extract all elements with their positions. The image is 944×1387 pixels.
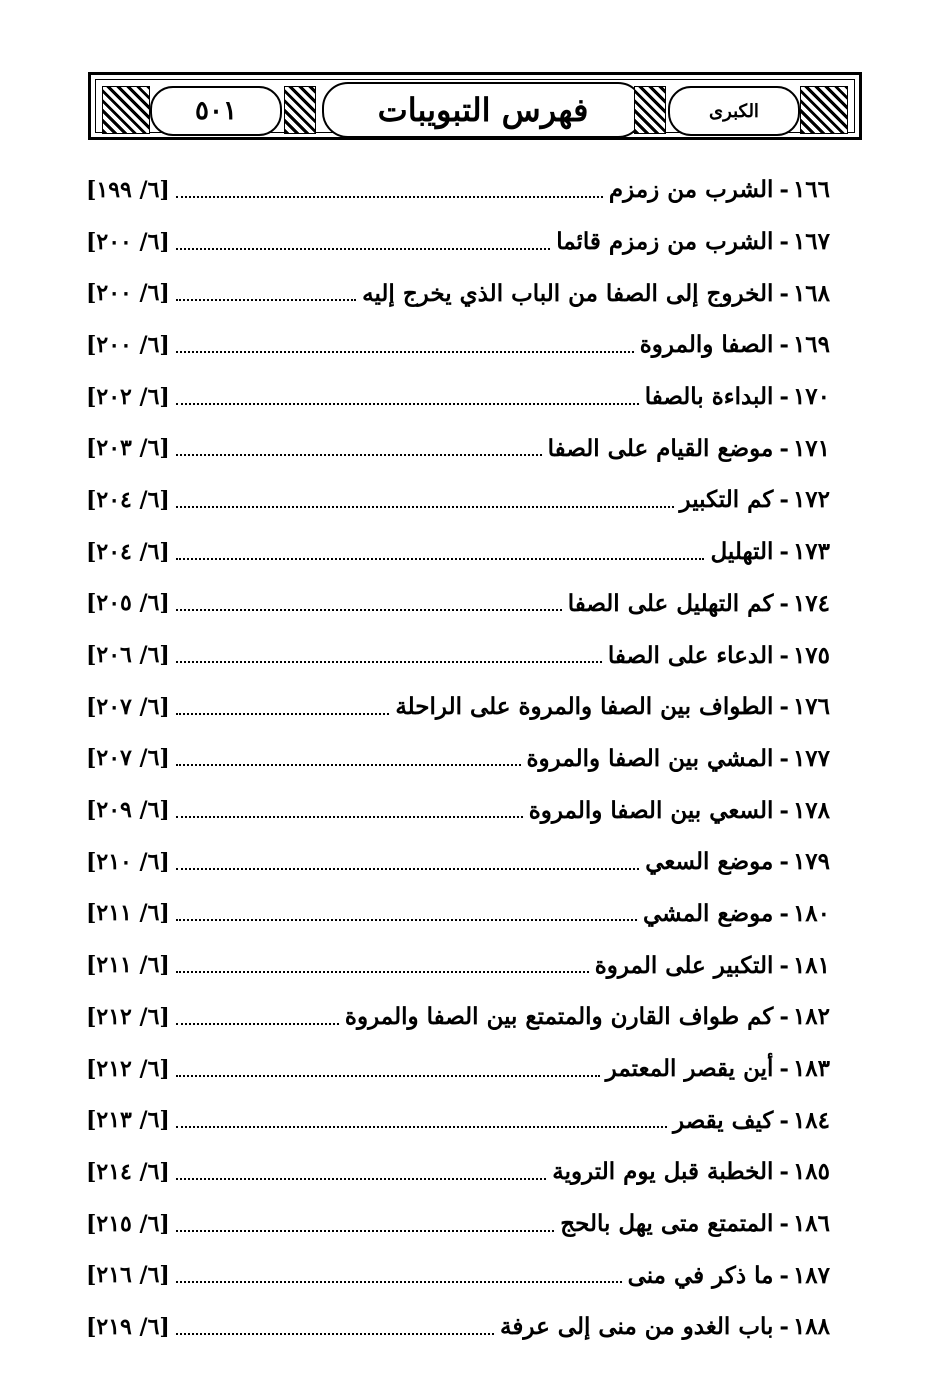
entry-dash: - <box>779 848 789 876</box>
entry-reference: [٦/ ٢٠٠] <box>86 228 170 255</box>
entry-dash: - <box>779 796 789 824</box>
entry-number: ١٨١ <box>792 951 830 979</box>
leader-dots <box>176 750 521 766</box>
entry-number: ١٦٧ <box>792 228 830 256</box>
entry-title: الخروج إلى الصفا من الباب الذي يخرج إليه <box>362 279 774 307</box>
toc-entry <box>86 733 830 785</box>
toc-entry <box>86 578 830 630</box>
leader-dots <box>176 1061 600 1077</box>
entry-reference: [٦/ ٢١٤] <box>86 1158 170 1185</box>
entry-reference: [٦/ ٢٠٩] <box>86 797 170 824</box>
entry-title: كم طواف القارن والمتمتع بين الصفا والمروة <box>344 1003 774 1031</box>
entry-number: ١٨٠ <box>792 899 830 927</box>
toc-entry <box>86 216 830 268</box>
entry-reference: [٦/ ٢١١] <box>86 952 170 979</box>
entry-reference: [٦/ ٢٠٣] <box>86 435 170 462</box>
leader-dots <box>176 234 550 250</box>
entry-dash: - <box>779 538 789 566</box>
entry-dash: - <box>779 1313 789 1341</box>
entry-reference: [٦/ ٢٠٦] <box>86 642 170 669</box>
entry-reference: [٦/ ٢١٥] <box>86 1210 170 1237</box>
toc-entry <box>86 1301 830 1353</box>
entry-title: السعي بين الصفا والمروة <box>528 796 774 824</box>
entry-dash: - <box>779 1003 789 1031</box>
entry-title: الطواف بين الصفا والمروة على الراحلة <box>395 693 774 721</box>
page-number: ٥٠١ <box>150 86 282 136</box>
entry-reference: [٦/ ٢٠٥] <box>86 590 170 617</box>
entry-dash: - <box>779 1158 789 1186</box>
leader-dots <box>176 1216 554 1232</box>
leader-dots <box>176 699 390 715</box>
ornament-right-inner <box>634 86 666 134</box>
toc-entry <box>86 1043 830 1095</box>
entry-number: ١٧٣ <box>792 538 830 566</box>
entry-title: الشرب من زمزم قائما <box>556 228 774 256</box>
entry-dash: - <box>779 744 789 772</box>
entry-number: ١٧٢ <box>792 486 830 514</box>
entry-number: ١٧٦ <box>792 693 830 721</box>
toc-entry <box>86 888 830 940</box>
entry-number: ١٧٥ <box>792 641 830 669</box>
toc-entry <box>86 629 830 681</box>
toc-entry <box>86 939 830 991</box>
toc-entry <box>86 1249 830 1301</box>
toc-entry <box>86 1146 830 1198</box>
entry-title: أين يقصر المعتمر <box>605 1055 774 1083</box>
leader-dots <box>176 802 523 818</box>
entry-title: البداءة بالصفا <box>644 383 774 411</box>
entry-reference: [٦/ ٢٠٤] <box>86 538 170 565</box>
entry-dash: - <box>779 331 789 359</box>
entry-reference: [٦/ ٢٠٧] <box>86 693 170 720</box>
entry-dash: - <box>779 693 789 721</box>
entry-reference: [٦/ ٢١٣] <box>86 1107 170 1134</box>
entry-dash: - <box>779 1210 789 1238</box>
leader-dots <box>176 337 634 353</box>
book-logo: الكبرى <box>668 86 800 136</box>
entry-reference: [٦/ ١٩٩] <box>86 176 170 203</box>
toc-list <box>86 164 830 1353</box>
entry-reference: [٦/ ٢٠٠] <box>86 331 170 358</box>
leader-dots <box>176 285 356 301</box>
entry-dash: - <box>779 176 789 204</box>
leader-dots <box>176 1112 667 1128</box>
entry-dash: - <box>779 1261 789 1289</box>
entry-dash: - <box>779 279 789 307</box>
entry-title: المشي بين الصفا والمروة <box>526 744 774 772</box>
toc-entry <box>86 1198 830 1250</box>
leader-dots <box>176 1319 494 1335</box>
leader-dots <box>176 544 705 560</box>
toc-entry <box>86 836 830 888</box>
entry-dash: - <box>779 1055 789 1083</box>
toc-entry <box>86 319 830 371</box>
entry-title: كم التهليل على الصفا <box>567 589 774 617</box>
entry-number: ١٧٩ <box>792 848 830 876</box>
toc-entry <box>86 422 830 474</box>
entry-reference: [٦/ ٢١٠] <box>86 848 170 875</box>
entry-title: الدعاء على الصفا <box>607 641 774 669</box>
entry-number: ١٨٦ <box>792 1210 830 1238</box>
entry-dash: - <box>779 951 789 979</box>
entry-reference: [٦/ ٢٠٢] <box>86 383 170 410</box>
toc-entry <box>86 371 830 423</box>
toc-entry <box>86 784 830 836</box>
leader-dots <box>176 854 639 870</box>
entry-number: ١٨٥ <box>792 1158 830 1186</box>
entry-dash: - <box>779 434 789 462</box>
leader-dots <box>176 957 589 973</box>
leader-dots <box>176 440 542 456</box>
entry-number: ١٨٢ <box>792 1003 830 1031</box>
entry-dash: - <box>779 641 789 669</box>
entry-number: ١٨٣ <box>792 1055 830 1083</box>
entry-reference: [٦/ ٢٠٤] <box>86 486 170 513</box>
toc-entry <box>86 526 830 578</box>
toc-entry <box>86 681 830 733</box>
ornament-left-inner <box>284 86 316 134</box>
entry-title: موضع المشي <box>643 899 774 927</box>
leader-dots <box>176 492 674 508</box>
entry-number: ١٦٩ <box>792 331 830 359</box>
toc-entry <box>86 267 830 319</box>
entry-reference: [٦/ ٢١٩] <box>86 1313 170 1340</box>
entry-reference: [٦/ ٢١٢] <box>86 1055 170 1082</box>
entry-number: ١٨٤ <box>792 1106 830 1134</box>
entry-number: ١٧٨ <box>792 796 830 824</box>
toc-entry <box>86 991 830 1043</box>
leader-dots <box>176 905 637 921</box>
entry-number: ١٨٧ <box>792 1261 830 1289</box>
leader-dots <box>176 182 603 198</box>
entry-reference: [٦/ ٢٠٧] <box>86 745 170 772</box>
entry-reference: [٦/ ٢١٢] <box>86 1003 170 1030</box>
toc-entry <box>86 1094 830 1146</box>
toc-entry <box>86 474 830 526</box>
entry-title: التكبير على المروة <box>594 951 774 979</box>
entry-title: موضع السعي <box>645 848 774 876</box>
entry-title: الخطبة قبل يوم التروية <box>552 1158 774 1186</box>
leader-dots <box>176 1009 339 1025</box>
entry-dash: - <box>779 228 789 256</box>
page-header <box>88 72 862 140</box>
entry-number: ١٧١ <box>792 434 830 462</box>
entry-title: الصفا والمروة <box>639 331 774 359</box>
leader-dots <box>176 1267 622 1283</box>
leader-dots <box>176 647 602 663</box>
entry-number: ١٨٨ <box>792 1313 830 1341</box>
entry-dash: - <box>779 486 789 514</box>
entry-title: كيف يقصر <box>673 1106 774 1134</box>
entry-reference: [٦/ ٢١١] <box>86 900 170 927</box>
entry-dash: - <box>779 1106 789 1134</box>
entry-title: التهليل <box>710 538 774 566</box>
toc-entry <box>86 164 830 216</box>
entry-reference: [٦/ ٢١٦] <box>86 1262 170 1289</box>
leader-dots <box>176 1164 546 1180</box>
entry-title: موضع القيام على الصفا <box>547 434 774 462</box>
entry-title: ما ذكر في منى <box>627 1261 774 1289</box>
entry-title: الشرب من زمزم <box>608 176 774 204</box>
entry-dash: - <box>779 383 789 411</box>
entry-reference: [٦/ ٢٠٠] <box>86 280 170 307</box>
entry-number: ١٧٠ <box>792 383 830 411</box>
ornament-right <box>800 86 848 134</box>
entry-number: ١٦٦ <box>792 176 830 204</box>
header-frame <box>95 79 855 133</box>
entry-dash: - <box>779 899 789 927</box>
page-title: فهرس التبويبات <box>322 82 644 138</box>
entry-number: ١٧٤ <box>792 589 830 617</box>
entry-title: كم التكبير <box>679 486 774 514</box>
entry-title: باب الغدو من منى إلى عرفة <box>500 1313 774 1341</box>
ornament-left <box>102 86 150 134</box>
leader-dots <box>176 595 562 611</box>
entry-title: المتمتع متى يهل بالحج <box>560 1210 774 1238</box>
entry-number: ١٦٨ <box>792 279 830 307</box>
leader-dots <box>176 389 639 405</box>
entry-number: ١٧٧ <box>792 744 830 772</box>
entry-dash: - <box>779 589 789 617</box>
